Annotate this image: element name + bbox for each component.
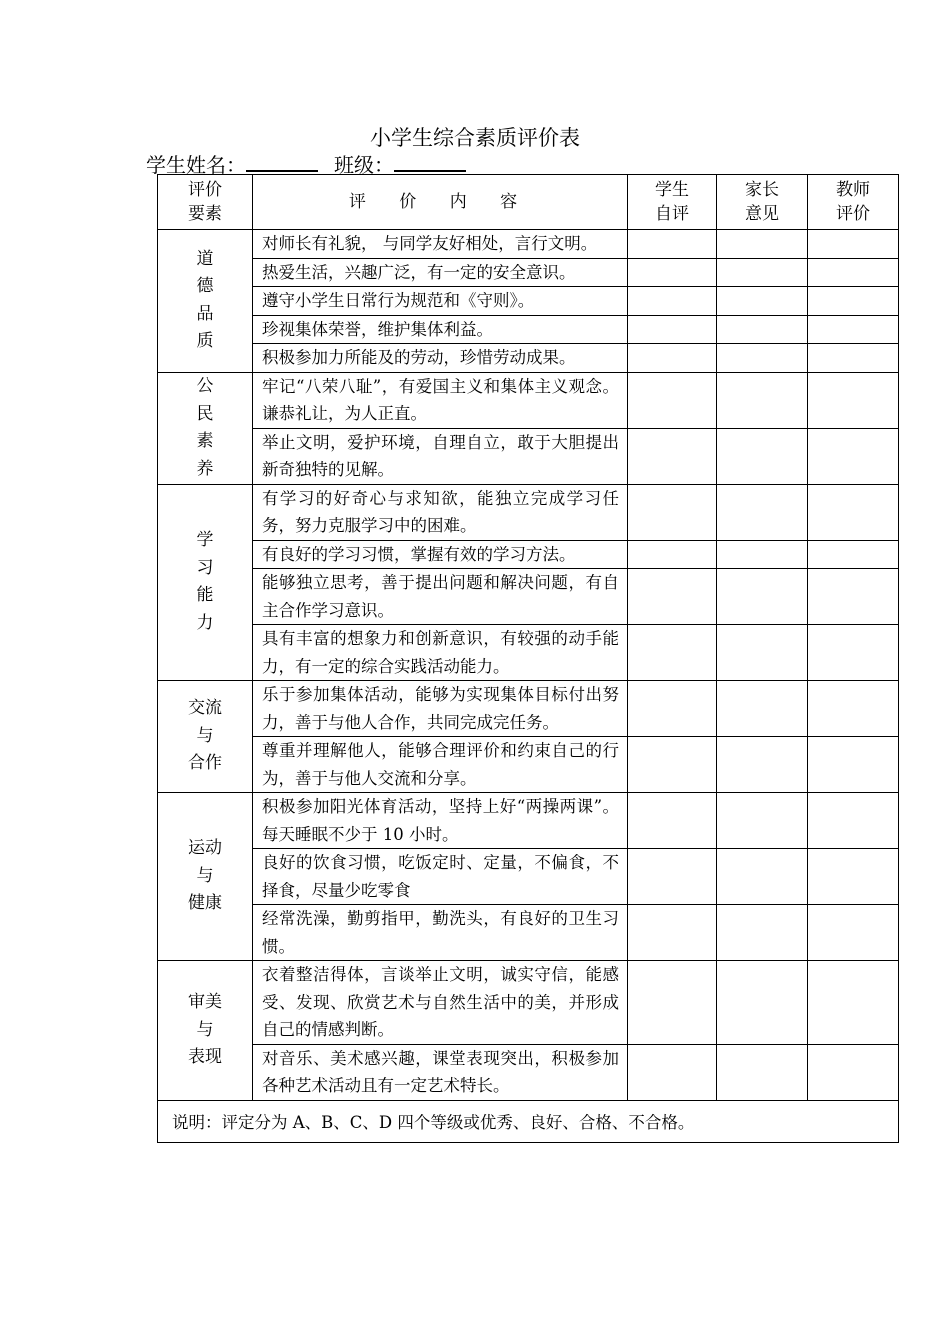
table-row (158, 793, 899, 849)
parent-opinion-cell[interactable] (717, 1044, 808, 1100)
teacher-evaluation-cell[interactable] (808, 315, 899, 344)
parent-opinion-cell[interactable] (717, 737, 808, 793)
parent-opinion-cell[interactable] (717, 484, 808, 540)
note-row (158, 1100, 899, 1142)
category-label: 审美 与 表现 (188, 992, 222, 1067)
criterion-text: 尊重并理解他人，能够合理评价和约束自己的行为，善于与他人交流和分享。 (253, 737, 628, 793)
self-evaluation-cell[interactable] (628, 569, 717, 625)
self-evaluation-cell[interactable] (628, 793, 717, 849)
category-cell (158, 230, 253, 373)
self-evaluation-cell[interactable] (628, 230, 717, 259)
header-parent-opinion: 家长 意见 (717, 175, 808, 230)
parent-opinion-cell[interactable] (717, 372, 808, 428)
self-evaluation-cell[interactable] (628, 287, 717, 316)
class-label: 班级： (334, 153, 394, 177)
evaluation-table (157, 174, 899, 1143)
self-evaluation-cell[interactable] (628, 540, 717, 569)
self-evaluation-cell[interactable] (628, 625, 717, 681)
teacher-evaluation-cell[interactable] (808, 625, 899, 681)
table-row (158, 849, 899, 905)
parent-opinion-cell[interactable] (717, 428, 808, 484)
criterion-text: 良好的饮食习惯，吃饭定时、定量，不偏食，不择食，尽量少吃零食 (253, 849, 628, 905)
header-category: 评价 要素 (158, 175, 253, 230)
teacher-evaluation-cell[interactable] (808, 344, 899, 373)
table-row (158, 258, 899, 287)
criterion-text: 积极参加力所能及的劳动，珍惜劳动成果。 (253, 344, 628, 373)
criterion-text: 热爱生活，兴趣广泛，有一定的安全意识。 (253, 258, 628, 287)
category-label: 学 习 能 力 (196, 530, 214, 633)
category-cell (158, 681, 253, 793)
parent-opinion-cell[interactable] (717, 315, 808, 344)
parent-opinion-cell[interactable] (717, 287, 808, 316)
teacher-evaluation-cell[interactable] (808, 849, 899, 905)
self-evaluation-cell[interactable] (628, 681, 717, 737)
note-text: 说明：评定分为 A、B、C、D 四个等级或优秀、良好、合格、不合格。 (158, 1100, 899, 1142)
category-label: 道 德 品 质 (196, 248, 214, 352)
criterion-text: 能够独立思考，善于提出问题和解决问题，有自主合作学习意识。 (253, 569, 628, 625)
table-row (158, 737, 899, 793)
header-teacher-evaluation: 教师 评价 (808, 175, 899, 230)
parent-opinion-cell[interactable] (717, 849, 808, 905)
table-row (158, 344, 899, 373)
criterion-text: 对音乐、美术感兴趣，课堂表现突出，积极参加各种艺术活动且有一定艺术特长。 (253, 1044, 628, 1100)
self-evaluation-cell[interactable] (628, 961, 717, 1045)
criterion-text: 有良好的学习习惯，掌握有效的学习方法。 (253, 540, 628, 569)
teacher-evaluation-cell[interactable] (808, 793, 899, 849)
self-evaluation-cell[interactable] (628, 905, 717, 961)
category-cell (158, 961, 253, 1101)
page-title: 小学生综合素质评价表 (370, 126, 580, 150)
table-row (158, 905, 899, 961)
criterion-text: 珍视集体荣誉，维护集体利益。 (253, 315, 628, 344)
student-name-blank[interactable] (246, 152, 318, 172)
table-body (158, 230, 899, 1101)
category-label: 运动 与 健康 (188, 838, 222, 914)
teacher-evaluation-cell[interactable] (808, 484, 899, 540)
criterion-text: 具有丰富的想象力和创新意识，有较强的动手能力，有一定的综合实践活动能力。 (253, 625, 628, 681)
criterion-text: 对师长有礼貌， 与同学友好相处，言行文明。 (253, 230, 628, 259)
table-row (158, 1044, 899, 1100)
criterion-text: 衣着整洁得体，言谈举止文明，诚实守信，能感受、发现、欣赏艺术与自然生活中的美，并形成自己的情感判断。 (253, 961, 628, 1045)
category-cell (158, 484, 253, 681)
category-cell (158, 372, 253, 484)
self-evaluation-cell[interactable] (628, 484, 717, 540)
category-label: 公 民 素 养 (196, 376, 214, 479)
teacher-evaluation-cell[interactable] (808, 681, 899, 737)
teacher-evaluation-cell[interactable] (808, 905, 899, 961)
parent-opinion-cell[interactable] (717, 905, 808, 961)
table-row (158, 428, 899, 484)
self-evaluation-cell[interactable] (628, 344, 717, 373)
criterion-text: 举止文明，爱护环境，自理自立，敢于大胆提出新奇独特的见解。 (253, 428, 628, 484)
self-evaluation-cell[interactable] (628, 737, 717, 793)
table-row (158, 625, 899, 681)
header-self-evaluation: 学生 自评 (628, 175, 717, 230)
self-evaluation-cell[interactable] (628, 428, 717, 484)
teacher-evaluation-cell[interactable] (808, 569, 899, 625)
self-evaluation-cell[interactable] (628, 849, 717, 905)
table-row (158, 681, 899, 737)
teacher-evaluation-cell[interactable] (808, 961, 899, 1045)
criterion-text: 有学习的好奇心与求知欲，能独立完成学习任务，努力克服学习中的困难。 (253, 484, 628, 540)
teacher-evaluation-cell[interactable] (808, 258, 899, 287)
parent-opinion-cell[interactable] (717, 230, 808, 259)
table-row (158, 961, 899, 1045)
class-blank[interactable] (394, 152, 466, 172)
criterion-text: 积极参加阳光体育活动，坚持上好“两操两课”。每天睡眠不少于 10 小时。 (253, 793, 628, 849)
parent-opinion-cell[interactable] (717, 961, 808, 1045)
teacher-evaluation-cell[interactable] (808, 287, 899, 316)
table-row (158, 484, 899, 540)
table-row (158, 569, 899, 625)
header-row (158, 175, 899, 230)
criterion-text: 乐于参加集体活动，能够为实现集体目标付出努力，善于与他人合作，共同完成完任务。 (253, 681, 628, 737)
table-row (158, 230, 899, 259)
parent-opinion-cell[interactable] (717, 540, 808, 569)
teacher-evaluation-cell[interactable] (808, 1044, 899, 1100)
teacher-evaluation-cell[interactable] (808, 737, 899, 793)
table-row (158, 287, 899, 316)
parent-opinion-cell[interactable] (717, 681, 808, 737)
table-row (158, 315, 899, 344)
self-evaluation-cell[interactable] (628, 258, 717, 287)
criterion-text: 经常洗澡，勤剪指甲，勤洗头，有良好的卫生习惯。 (253, 905, 628, 961)
parent-opinion-cell[interactable] (717, 344, 808, 373)
criterion-text: 遵守小学生日常行为规范和《守则》。 (253, 287, 628, 316)
teacher-evaluation-cell[interactable] (808, 540, 899, 569)
teacher-evaluation-cell[interactable] (808, 372, 899, 428)
table-row (158, 372, 899, 428)
self-evaluation-cell[interactable] (628, 1044, 717, 1100)
header-content: 评 价 内 容 (253, 175, 628, 230)
parent-opinion-cell[interactable] (717, 793, 808, 849)
parent-opinion-cell[interactable] (717, 258, 808, 287)
teacher-evaluation-cell[interactable] (808, 230, 899, 259)
self-evaluation-cell[interactable] (628, 315, 717, 344)
category-label: 交流 与 合作 (188, 698, 222, 774)
self-evaluation-cell[interactable] (628, 372, 717, 428)
parent-opinion-cell[interactable] (717, 569, 808, 625)
table-row (158, 540, 899, 569)
criterion-text: 牢记“八荣八耻”，有爱国主义和集体主义观念。谦恭礼让，为人正直。 (253, 372, 628, 428)
teacher-evaluation-cell[interactable] (808, 428, 899, 484)
student-name-label: 学生姓名： (146, 153, 246, 177)
category-cell (158, 793, 253, 961)
parent-opinion-cell[interactable] (717, 625, 808, 681)
